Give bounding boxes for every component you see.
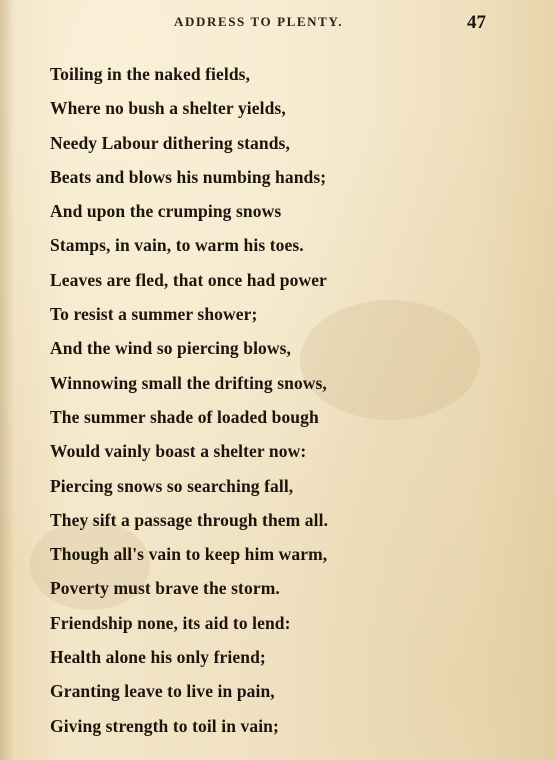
page-number: 47 <box>467 12 486 33</box>
poem-line: They sift a passage through them all. <box>50 509 329 530</box>
poem-line: Where no bush a shelter yields, <box>50 98 286 119</box>
poem-line: And upon the crumping snows <box>50 201 282 222</box>
poem-line: Granting leave to live in pain, <box>50 681 275 702</box>
poem-line: Health alone his only friend; <box>50 647 266 668</box>
poem-line: To resist a summer shower; <box>50 304 258 325</box>
poem-line: Poverty must brave the storm. <box>50 578 280 599</box>
running-head: ADDRESS TO PLENTY. <box>174 14 344 29</box>
poem-line: Giving strength to toil in vain; <box>50 715 279 736</box>
poem-line: Though all's vain to keep him warm, <box>50 544 328 565</box>
page-edge-shadow <box>0 0 14 760</box>
page-header <box>0 14 556 38</box>
poem-line: Piercing snows so searching fall, <box>50 475 294 496</box>
poem-line: Friendship none, its aid to lend: <box>50 612 291 633</box>
poem-line: Beats and blows his numbing hands; <box>50 166 327 187</box>
poem-line: And the wind so piercing blows, <box>50 338 292 359</box>
poem-line: Toiling in the naked fields, <box>50 64 251 84</box>
poem-line: Stamps, in vain, to warm his toes. <box>50 235 304 256</box>
poem-text <box>50 62 520 748</box>
poem-line: Winnowing small the drifting snows, <box>50 372 327 393</box>
poem-line: Needy Labour dithering stands, <box>50 132 290 153</box>
poem-line: The summer shade of loaded bough <box>50 406 319 427</box>
poem-line: Leaves are fled, that once had power <box>50 269 327 290</box>
poem-line: Would vainly boast a shelter now: <box>50 441 307 462</box>
